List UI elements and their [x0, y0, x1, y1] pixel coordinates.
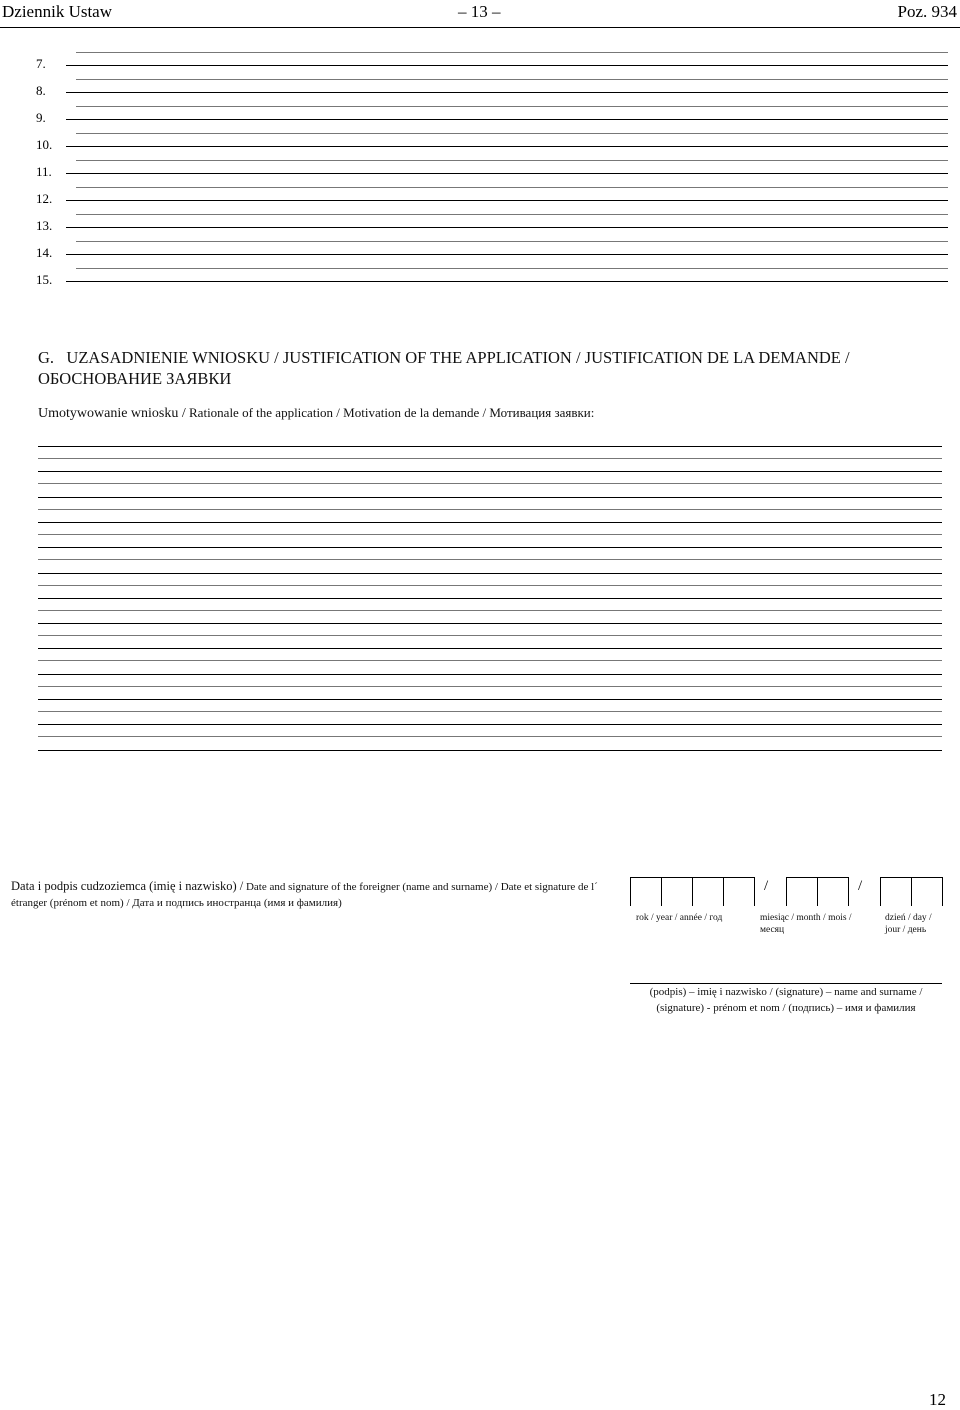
rationale-line[interactable]	[38, 471, 942, 472]
page-indicator: – 13 –	[458, 2, 501, 21]
year-digit-box-2[interactable]	[661, 877, 693, 906]
day-label: dzień / day / jour / день	[885, 913, 932, 935]
rationale-line-guide	[38, 610, 942, 611]
section-letter: G.	[38, 348, 55, 367]
list-writing-line[interactable]	[66, 146, 948, 147]
list-writing-line[interactable]	[66, 254, 948, 255]
list-number: 13.	[36, 218, 53, 233]
list-writing-line[interactable]	[66, 119, 948, 120]
month-label: miesiąc / month / mois / месяц	[760, 913, 852, 935]
rationale-line[interactable]	[38, 547, 942, 548]
rationale-line-guide	[38, 483, 942, 484]
rationale-line[interactable]	[38, 724, 942, 725]
month-digit-box-1[interactable]	[786, 877, 818, 906]
day-digit-box-2[interactable]	[911, 877, 943, 906]
list-writing-line-upper	[76, 268, 948, 269]
list-writing-line-upper	[76, 187, 948, 188]
rationale-line[interactable]	[38, 750, 942, 751]
section-heading	[38, 347, 898, 389]
list-number: 15.	[36, 272, 53, 287]
rationale-line-guide	[38, 635, 942, 636]
date-signature-label	[11, 878, 607, 911]
rationale-line-guide	[38, 585, 942, 586]
list-writing-line[interactable]	[66, 281, 948, 282]
list-number: 7.	[36, 56, 46, 71]
list-writing-line-upper	[76, 133, 948, 134]
page-number: 12	[929, 1390, 946, 1409]
rationale-line[interactable]	[38, 648, 942, 649]
list-writing-line-upper	[76, 241, 948, 242]
rationale-line[interactable]	[38, 674, 942, 675]
year-digit-box-3[interactable]	[692, 877, 724, 906]
list-number: 9.	[36, 110, 46, 125]
rationale-line[interactable]	[38, 446, 942, 447]
rationale-line-guide	[38, 736, 942, 737]
date-separator-1: /	[764, 878, 769, 894]
header-rule	[0, 27, 960, 28]
rationale-line-guide	[38, 559, 942, 560]
rationale-label-translations: Rationale of the application / Motivation de la demande / Мотивация заявки:	[185, 405, 595, 420]
list-writing-line-upper	[76, 52, 948, 53]
year-digit-box-1[interactable]	[630, 877, 662, 906]
rationale-line[interactable]	[38, 497, 942, 498]
rationale-line[interactable]	[38, 699, 942, 700]
list-writing-line[interactable]	[66, 200, 948, 201]
section-title: UZASADNIENIE WNIOSKU / JUSTIFICATION OF THE APPLICATION / JUSTIFICATION DE LA DEMANDE / ОБОСНОВАНИЕ ЗАЯВКИ	[38, 348, 850, 388]
date-separator-2: /	[858, 878, 863, 894]
year-label: rok / year / année / год	[636, 913, 723, 923]
rationale-label	[38, 405, 594, 422]
list-writing-line[interactable]	[66, 92, 948, 93]
rationale-line[interactable]	[38, 522, 942, 523]
list-number: 14.	[36, 245, 53, 260]
day-digit-box-1[interactable]	[880, 877, 912, 906]
year-digit-box-4[interactable]	[723, 877, 755, 906]
list-writing-line[interactable]	[66, 65, 948, 66]
date-signature-translations: Date and signature of the foreigner (name and surname) / Date et signature de l´ étranger (prénom et nom) / Дата и подпись иностранца (имя и фамилия)	[11, 881, 598, 909]
rationale-label-pl: Umotywowanie wniosku /	[38, 406, 186, 421]
rationale-line-guide	[38, 711, 942, 712]
list-number: 12.	[36, 191, 53, 206]
list-writing-line-upper	[76, 79, 948, 80]
position-number: Poz. 934	[897, 2, 957, 21]
month-digit-box-2[interactable]	[817, 877, 849, 906]
signature-caption: (podpis) – imię i nazwisko / (signature) – name and surname / (signature) - prénom et nom / (подпись) – имя и фамилия	[649, 986, 923, 1014]
list-writing-line-upper	[76, 214, 948, 215]
rationale-line-guide	[38, 509, 942, 510]
journal-title: Dziennik Ustaw	[2, 2, 113, 21]
rationale-line-guide	[38, 534, 942, 535]
list-writing-line[interactable]	[66, 227, 948, 228]
list-number: 10.	[36, 137, 53, 152]
rationale-line-guide	[38, 458, 942, 459]
rationale-line-guide	[38, 660, 942, 661]
rationale-line[interactable]	[38, 623, 942, 624]
rationale-line[interactable]	[38, 598, 942, 599]
rationale-line-guide	[38, 686, 942, 687]
list-number: 11.	[36, 164, 52, 179]
list-writing-line-upper	[76, 160, 948, 161]
rationale-line[interactable]	[38, 573, 942, 574]
list-writing-line-upper	[76, 106, 948, 107]
date-signature-pl: Data i podpis cudzoziemca	[11, 879, 147, 893]
list-writing-line[interactable]	[66, 173, 948, 174]
list-number: 8.	[36, 83, 46, 98]
date-signature-pl-paren: (imię i nazwisko) /	[146, 879, 244, 893]
